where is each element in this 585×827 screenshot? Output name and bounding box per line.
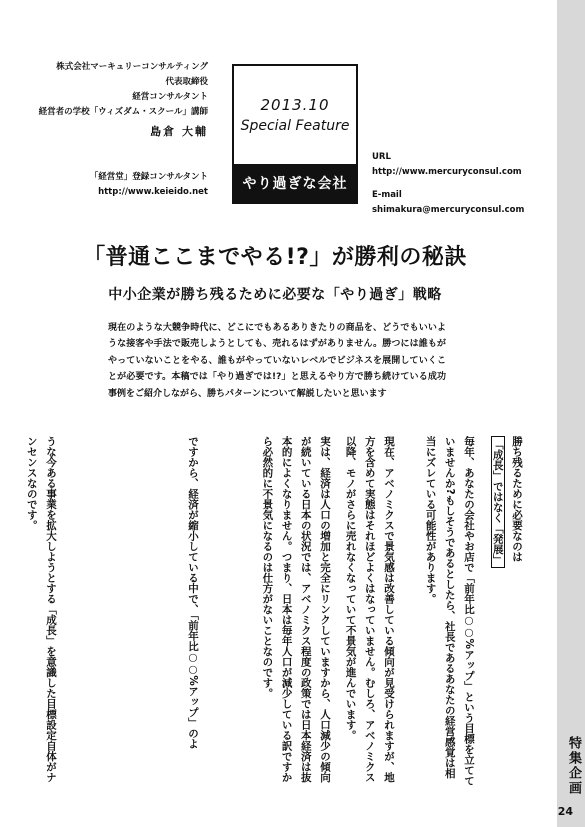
body-column-2: 現在、アベノミクスで景気感は改善している傾向が見受けられますが、地方を含めて実態はそれほどよくはなっていません。むしろ、アベノミクス以降、モノがさらに売れなくなっていて不景気が進んでいます。 bbox=[344, 436, 395, 783]
contact-info bbox=[372, 150, 524, 218]
url-label: URL bbox=[372, 152, 391, 162]
author-info bbox=[22, 60, 208, 139]
badge-date: 2013.10 bbox=[260, 96, 330, 114]
page-number: 24 bbox=[557, 805, 573, 818]
author-name: 島倉 大輔 bbox=[150, 125, 208, 138]
special-feature-badge bbox=[232, 64, 358, 204]
body-column-5: うな今ある事業を拡大しようとする「成長」を意識した目標設定自体がナンセンスなのです。 bbox=[25, 436, 57, 783]
article-subtitle: 中小企業が勝ち残るために必要な「やり過ぎ」戦略 bbox=[108, 287, 442, 303]
email-label: E-mail bbox=[372, 190, 402, 200]
badge-section-title: やり過ぎな会社 bbox=[234, 164, 356, 202]
author-school: 経営者の学校「ウィズダム・スクール」講師 bbox=[38, 107, 208, 117]
association-name: 「経営堂」登録コンサルタント bbox=[89, 172, 208, 182]
article-title: 「普通ここまでやる!?」が勝利の秘訣 bbox=[83, 245, 467, 270]
author-title: 経営コンサルタント bbox=[132, 92, 208, 102]
section-heading-1-line1: 勝ち残るために必要なのは bbox=[511, 436, 523, 562]
badge-subtitle: Special Feature bbox=[240, 118, 350, 134]
section-label: 特集企画 bbox=[566, 736, 581, 796]
association-url: http://www.keieido.net bbox=[98, 187, 208, 197]
body-column-3: 実は、経済は人口の増加と完全にリンクしていますから、人口減少の傾向が続いている日本の状況では、アベノミクス程度の政策では日本経済は抜本的によくなりません。つまり、日本は毎年人口が減少している訳ですから必然的に不景気になるのは仕方がないことなのです。 bbox=[261, 436, 331, 783]
article-lead: 現在のような大競争時代に、どこにでもあるありきたりの商品を、どうでもいいような接客や手法で販売しようとしても、売れるはずがありません。勝つには誰もがやっていないことをやる、誰もがやっていないレベルでビジネスを展開していくことが必要です。本稿では「やり過ぎでは!?」と思えるやり方で勝ち続けている成功事例をご紹介しながら、勝ちパターンについて解説したいと思います bbox=[108, 323, 446, 399]
side-tab-band bbox=[557, 0, 585, 827]
contact-gap bbox=[372, 180, 524, 188]
author-company: 株式会社マーキュリーコンサルティング bbox=[56, 62, 208, 72]
author-role: 代表取締役 bbox=[165, 77, 208, 87]
url-link[interactable]: http://www.mercuryconsul.com bbox=[372, 167, 522, 177]
section-heading-1-line2: 「成長」ではなく「発展」 bbox=[491, 436, 505, 568]
association-info bbox=[60, 170, 208, 200]
section-heading-1 bbox=[480, 436, 526, 788]
body-column-4: ですから、経済が縮小している中で、「前年比○○%アップ」のよ bbox=[187, 436, 199, 749]
body-column-1: 毎年、あなたの会社やお店で「前年比○○%アップ」という目標を立てていませんか?もしそうであるとしたら、社長であるあなたの経営感覚は相当にズレている可能性があります。 bbox=[424, 436, 475, 786]
email-link[interactable]: shimakura@mercuryconsul.com bbox=[372, 205, 525, 215]
badge-header bbox=[234, 66, 356, 164]
